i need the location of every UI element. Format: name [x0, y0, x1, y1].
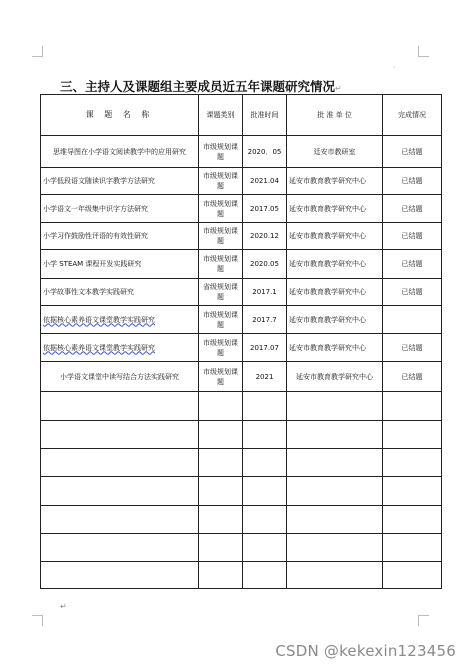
- cell-unit: 延安市教育教学研究中心: [287, 362, 383, 392]
- table-row-empty: [41, 506, 442, 534]
- page-corner-mark-top-left: [32, 46, 43, 57]
- table-row: [41, 279, 442, 306]
- table-row-empty: [41, 449, 442, 477]
- cell-time: 2017.7: [243, 306, 287, 334]
- table-row: [41, 136, 442, 168]
- cell-empty: [243, 534, 287, 562]
- cell-empty: [287, 449, 383, 477]
- cell-status: 已结题: [383, 362, 442, 392]
- header-approval-unit: 批 准 单 位: [287, 95, 383, 136]
- cell-empty: [383, 449, 442, 477]
- cell-empty: [199, 392, 243, 421]
- cell-unit: 延安市教育教学研究中心: [287, 250, 383, 279]
- cell-category: 市级规划课题: [199, 223, 243, 250]
- paragraph-mark: ↵: [60, 602, 67, 611]
- cell-title: 小学故事性文本教学实践研究: [41, 279, 199, 306]
- cell-category: 市级规划课题: [199, 250, 243, 279]
- cell-category: 市级规划课题: [199, 168, 243, 195]
- cell-empty: [243, 449, 287, 477]
- table-row-empty: [41, 562, 442, 589]
- cell-empty: [243, 477, 287, 506]
- cell-time: 2021: [243, 362, 287, 392]
- cell-unit: 延安市教育教学研究中心: [287, 279, 383, 306]
- cell-title: 依据核心素养语文课堂教学实践研究: [41, 306, 199, 334]
- page-corner-mark-top-right: [418, 46, 429, 57]
- cell-empty: [243, 421, 287, 449]
- watermark: CSDN @kekexin123456: [275, 642, 456, 660]
- cell-category: 市级规划课题: [199, 362, 243, 392]
- cell-empty: [383, 506, 442, 534]
- cell-empty: [287, 421, 383, 449]
- cell-unit: 延安市教育教学研究中心: [287, 195, 383, 223]
- cell-title: 小学习作鼓励性评语的有效性研究: [41, 223, 199, 250]
- research-table: [40, 94, 442, 589]
- cell-empty: [287, 534, 383, 562]
- cell-empty: [41, 562, 199, 589]
- cell-empty: [41, 392, 199, 421]
- cell-time: 2021.04: [243, 168, 287, 195]
- cell-status: 已结题: [383, 168, 442, 195]
- table-row-empty: [41, 477, 442, 506]
- cell-time: 2017.05: [243, 195, 287, 223]
- cell-status: 已结题: [383, 279, 442, 306]
- cell-time: 2017.07: [243, 334, 287, 362]
- cell-status: 已结题: [383, 136, 442, 168]
- section-heading-text: 三、主持人及课题组主要成员近五年课题研究情况: [60, 79, 336, 94]
- table-row: [41, 223, 442, 250]
- cell-empty: [41, 506, 199, 534]
- table-row: [41, 306, 442, 334]
- cell-empty: [243, 506, 287, 534]
- cell-empty: [41, 421, 199, 449]
- cell-time: 2020.05: [243, 250, 287, 279]
- cell-title: 依据核心素养语文课堂教学实践研究: [41, 334, 199, 362]
- cell-status: 已结题: [383, 334, 442, 362]
- table-header-row: [41, 95, 442, 136]
- table-row: [41, 168, 442, 195]
- page-corner-mark-bottom-left: [32, 615, 43, 626]
- cell-empty: [383, 392, 442, 421]
- cell-title: 思维导图在小学语文阅读教学中的应用研究: [41, 136, 199, 168]
- cell-status: 已结题: [383, 195, 442, 223]
- cell-unit: 延安市教育教学研究中心: [287, 223, 383, 250]
- cell-empty: [199, 421, 243, 449]
- cell-empty: [199, 477, 243, 506]
- cell-empty: [383, 421, 442, 449]
- section-heading: [60, 77, 342, 95]
- table-row: [41, 334, 442, 362]
- cell-unit: 延安市教育教学研究中心: [287, 168, 383, 195]
- table-row-empty: [41, 421, 442, 449]
- cell-empty: [383, 477, 442, 506]
- header-status: 完成情况: [383, 95, 442, 136]
- cell-empty: [199, 506, 243, 534]
- cell-title: 小学语文课堂中读写结合方法实践研究: [41, 362, 199, 392]
- cell-empty: [287, 506, 383, 534]
- cell-empty: [41, 449, 199, 477]
- header-category: 课题类别: [199, 95, 243, 136]
- cell-status: 已结题: [383, 223, 442, 250]
- cell-time: 2020．05: [243, 136, 287, 168]
- cell-title: 小学语文一年级集中识字方法研究: [41, 195, 199, 223]
- cell-empty: [41, 477, 199, 506]
- table-row-empty: [41, 534, 442, 562]
- cell-empty: [287, 392, 383, 421]
- cell-category: 市级规划课题: [199, 195, 243, 223]
- cell-empty: [199, 449, 243, 477]
- header-approval-time: 批准时间: [243, 95, 287, 136]
- cell-unit: 廷安市教研室: [287, 136, 383, 168]
- table-row: [41, 250, 442, 279]
- cell-category: 省级规划课题: [199, 279, 243, 306]
- header-title: 课 题 名 称: [41, 95, 199, 136]
- page-corner-mark-bottom-right: [418, 615, 429, 626]
- paragraph-mark: ↵: [335, 84, 342, 93]
- cell-empty: [383, 562, 442, 589]
- cell-empty: [199, 534, 243, 562]
- cell-empty: [243, 562, 287, 589]
- cell-unit: 延安市教育教学研究中心: [287, 334, 383, 362]
- cell-title: 小学低段语文随读识字教学方法研究: [41, 168, 199, 195]
- cell-empty: [199, 562, 243, 589]
- table-row-empty: [41, 392, 442, 421]
- table-row: [41, 362, 442, 392]
- cell-status: [383, 306, 442, 334]
- cell-empty: [287, 562, 383, 589]
- cell-time: 2017.1: [243, 279, 287, 306]
- cell-time: 2020.12: [243, 223, 287, 250]
- cell-status: 已结题: [383, 250, 442, 279]
- cell-category: 市级规划课题: [199, 334, 243, 362]
- cell-title: 小学 STEAM 课程开发实践研究: [41, 250, 199, 279]
- cell-empty: [287, 477, 383, 506]
- cell-empty: [41, 534, 199, 562]
- paragraph-mark: ·: [393, 63, 396, 72]
- cell-category: 市级规划课题: [199, 136, 243, 168]
- table-row: [41, 195, 442, 223]
- cell-empty: [383, 534, 442, 562]
- cell-category: 市级规划课题: [199, 306, 243, 334]
- cell-unit: 延安市教育教学研究中心: [287, 306, 383, 334]
- cell-empty: [243, 392, 287, 421]
